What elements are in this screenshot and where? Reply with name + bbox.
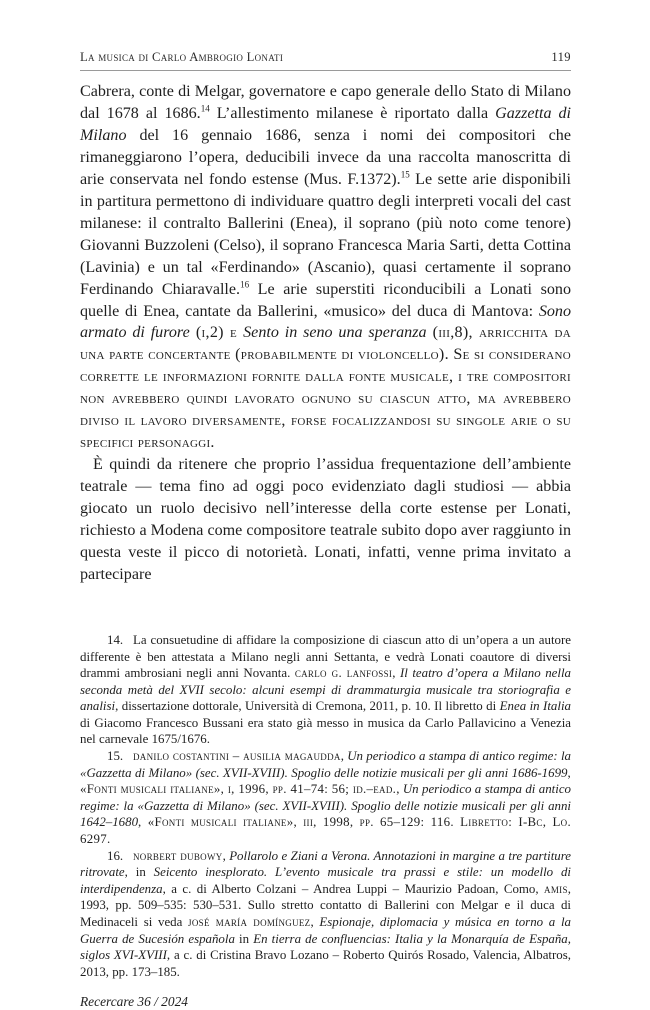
text-run: Le arie superstiti riconducibili a Lonati sono quelle di Enea, cantate da Ballerini, «musico» del duca di Mantova: bbox=[80, 280, 571, 320]
work-title: Espionaje, diplomacia y música en torno a la Guerra de Sucesión española bbox=[80, 915, 571, 946]
text-run: , bbox=[310, 915, 320, 930]
aria-title: Sento in seno una speranza bbox=[243, 324, 427, 342]
footnote-14 bbox=[80, 632, 571, 748]
main-text bbox=[80, 81, 571, 586]
footnotes bbox=[80, 632, 571, 980]
text-run: , a c. di Cristina Bravo Lozano – Roberto Quirós Rosado, Valencia, Albatros, 2013, pp. 173–185. bbox=[80, 948, 571, 979]
text-run: , «Fonti musicali italiane», iii, 1998, pp. 65–129: 116. Libretto: I-Bc, Lo. 6297. bbox=[80, 815, 571, 847]
text-run: , 1993, pp. 509–535: 530–531. Sullo stretto contatto di Ballerini con Melgar e il duca di Medinaceli si veda bbox=[80, 881, 571, 930]
page bbox=[80, 50, 571, 1010]
work-title: En tierra de confluencias: Italia y la Monarquía de España, siglos XVI-XVIII bbox=[80, 931, 571, 963]
text-run: di Giacomo Francesco Bussani era stato già messo in musica da Carlo Pallavicino a Venezia nel carnevale 1675/1676. bbox=[80, 715, 571, 747]
work-title: Un periodico a stampa di antico regime: la «Gazzetta di Milano» (sec. XVII-XVIII). Spoglio delle notizie musicali per gli anni 1642–1680 bbox=[80, 782, 571, 830]
footnote-number: 14. bbox=[107, 632, 124, 647]
text-run: La consuetudine di affidare la composizione di ciascun atto di un’opera a un autore differente è ben attestata a Milano negli anni Settanta, e vedrà Lonati coautore di diversi drammi ambrosiani negli anni Novanta. bbox=[80, 632, 571, 681]
paragraph-1 bbox=[80, 81, 571, 454]
running-head bbox=[80, 50, 571, 71]
publisher-name: amis bbox=[544, 881, 568, 896]
journal-footer: Recercare 36 / 2024 bbox=[80, 994, 188, 1010]
footnote-ref-16[interactable]: 16 bbox=[240, 279, 250, 290]
footnote-number: 15. bbox=[107, 749, 124, 764]
footnote-15 bbox=[80, 748, 571, 848]
text-run: (i,2) e bbox=[189, 324, 244, 342]
text-run: Le sette arie disponibili in partitura permettono di individuare quattro degli interpreti vocali del cast milanese: il contralto Ballerini (Enea), il soprano (più noto come tenore) Giovanni Buzzoleni (Celso), il soprano Francesca Maria Sarti, detta Cottina (Lavinia) e un tal «Ferdinando» (Ascanio), quasi certamente il soprano Ferdinando Chiaravalle. bbox=[80, 170, 571, 298]
work-title: Seicento inesplorato. L’evento musicale tra prassi e stile: un modello di interdipendenza bbox=[80, 865, 571, 896]
aria-title: Sono armato di furore bbox=[80, 302, 571, 342]
text-run: , bbox=[340, 749, 348, 764]
page-number: 119 bbox=[551, 50, 571, 64]
text-run: , bbox=[396, 782, 403, 797]
text-run: del 16 gennaio 1686, senza i nomi dei compositori che rimaneggiarono l’opera, deducibili invece da una raccolta manoscritta di arie conservata nel fondo estense (Mus. F.1372). bbox=[80, 126, 571, 188]
text-run: , a c. di Alberto Colzani – Andrea Luppi – Maurizio Padoan, Como, bbox=[162, 881, 545, 896]
footnote-number: 16. bbox=[107, 848, 124, 863]
author-name: danilo costantini – ausilia magaudda bbox=[133, 749, 341, 764]
author-name: norbert dubowy bbox=[133, 848, 223, 863]
text-run: L’allestimento milanese è riportato dalla bbox=[209, 104, 496, 122]
author-name: carlo g. lanfossi bbox=[294, 666, 393, 681]
footnote-ref-14[interactable]: 14 bbox=[200, 103, 210, 114]
text-run: Cabrera, conte di Melgar, governatore e capo generale dello Stato di Milano dal 1678 al 1686. bbox=[80, 83, 571, 122]
running-title: La musica di Carlo Ambrogio Lonati bbox=[80, 50, 284, 64]
footnote-ref-15[interactable]: 15 bbox=[400, 169, 410, 180]
work-title: Pollarolo e Ziani a Verona. Annotazioni in margine a tre partiture ritrovate bbox=[80, 848, 571, 880]
work-title: Enea in Italia bbox=[499, 699, 571, 714]
work-title: Il teatro d’opera a Milano nella seconda metà del XVII secolo: alcuni esempi di drammaturgia musicale tra storiografia e analisi bbox=[80, 666, 571, 714]
text-run: , dissertazione dottorale, Università di Cremona, 2011, p. 10. Il libretto di bbox=[115, 699, 500, 714]
text-run: (iii,8), arricchita da una parte concertante (probabilmente di violoncello). Se si considerano corrette le informazioni fornite dalla fonte musicale, i tre compositori non avrebbero quindi lavorato ognuno su ciascun atto, ma avrebbero diviso il lavoro diversamente, forse focalizzandosi su singole arie o su specifici personaggi. bbox=[80, 324, 571, 452]
text-run: , in bbox=[124, 865, 154, 880]
text-run: , bbox=[222, 848, 230, 863]
paragraph-2: È quindi da ritenere che proprio l’assidua frequentazione dell’ambiente teatrale — tema fino ad oggi poco evidenziato dagli studiosi — abbia giocato un ruolo decisivo nell’interesse della corte estense per Lonati, richiesto a Modena come compositore teatrale subito dopo aver raggiunto in questa veste il picco di notorietà. Lonati, infatti, venne prima invitato a partecipare bbox=[80, 456, 571, 583]
text-run: in bbox=[234, 931, 254, 946]
footnote-16 bbox=[80, 848, 571, 981]
text-run: , «Fonti musicali italiane», i, 1996, pp. 41–74: 56; bbox=[80, 765, 571, 797]
author-name: josé maría domínguez bbox=[188, 915, 311, 930]
author-name: id.–ead. bbox=[352, 782, 397, 797]
text-run: , bbox=[392, 666, 400, 681]
work-title: Un periodico a stampa di antico regime: la «Gazzetta di Milano» (sec. XVII-XVIII). Spoglio delle notizie musicali per gli anni 1686-1699 bbox=[80, 749, 571, 780]
italic-title: Gazzetta di Milano bbox=[80, 104, 572, 144]
